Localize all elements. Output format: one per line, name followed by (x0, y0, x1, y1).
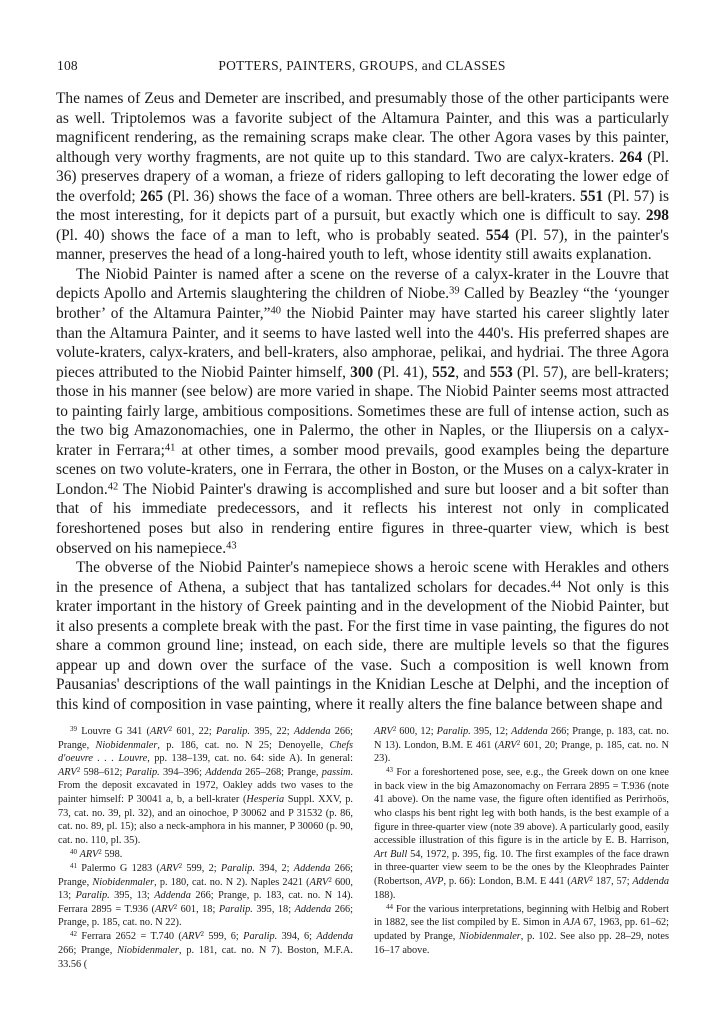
text-run: , p. 180, cat. no. N 2). Naples 2421 ( (154, 876, 310, 888)
abbr: Paralip. (125, 766, 160, 778)
footnotes-right-column (374, 725, 669, 972)
text-run: 601, 22; (172, 726, 216, 737)
abbr: ARV (58, 766, 77, 778)
catalog-number: 554 (485, 226, 509, 244)
text-run: at other times, a somber mood prevails, good examples being the departure scenes on two volute-kraters, one in Ferrara, the other in Boston, or the Muses on a calyx-krater in London. (56, 441, 669, 498)
footnote-40 (58, 848, 353, 862)
text-run: 601, 20; Prange, p. 185, cat. no. N 23). (374, 739, 669, 765)
text-run: . From the deposit excavated in 1972, Oakley adds two vases to the painter himself: P 30041 a, b, a bell-krater ( (58, 766, 353, 805)
abbr: AJA (563, 917, 581, 929)
abbr-sup: 2 (178, 862, 183, 870)
text-run: Suppl. XXV, p. 73, cat. no. 39, pl. 32), and an oinochoe, P 30062 and P 31532 (p. 86, cat. no. 89, pl. 15); also a neck-amphora in his manner, P 30060 (p. 90, cat. no. 110, pl. 35). (58, 793, 354, 846)
abbr: AVP (425, 876, 444, 888)
footnote-number: 42 (70, 930, 77, 939)
abbr-sup: 2 (392, 725, 397, 734)
text-run: 54, 1972, p. 395, fig. 10. The first examples of the face drawn in three-quarter view seem to be the ones by the Kleophrades Painter (Robertson, (374, 848, 669, 888)
abbr: ARV (181, 931, 201, 943)
text-run: 395, 13; (109, 890, 155, 902)
catalog-number: 298 (645, 207, 669, 225)
text-run: 67, 1963, pp. 61–62; updated by Prange, (374, 917, 669, 942)
text-run: , p. 186, cat. no. N 25; Denoyelle, (157, 739, 330, 751)
catalog-number: 553 (489, 363, 513, 381)
abbr-sup: 2 (516, 738, 521, 747)
text-run: 266; Prange, p. 185, cat. no. N 22). (58, 903, 353, 929)
text-run: (Pl. 57) is the most interesting, for it depicts part of a pursuit, but exactly which one is difficult to say. (56, 187, 669, 225)
abbr: ARV (149, 726, 169, 737)
running-title: POTTERS, PAINTERS, GROUPS, and CLASSES (218, 58, 506, 73)
abbr: Addenda (316, 931, 353, 943)
text-run: (Pl. 57), in the painter's manner, preserves the head of a long-haired youth to left, whose identity still awaits explanation. (56, 226, 669, 264)
footnote-ref-41[interactable]: 41 (164, 442, 176, 454)
catalog-number: 265 (140, 187, 164, 205)
paragraph-3 (56, 558, 669, 714)
catalog-number: 300 (350, 363, 374, 381)
text-run: 395, 18; (252, 903, 295, 915)
text-run: 266; Prange, p. 183, cat. no. N 14). Ferrara 2895 = T.936 ( (58, 890, 353, 915)
abbr: Paralip. (243, 931, 278, 943)
footnote-43 (374, 766, 669, 902)
text-run: 187, 57; (592, 876, 633, 888)
paragraph-1 (56, 89, 669, 265)
footnote-number: 43 (386, 766, 393, 775)
text-run: Louvre G 341 ( (81, 726, 150, 737)
text-run: 598–612; (80, 766, 126, 778)
footnote-number: 40 (70, 847, 77, 856)
abbr: Addenda (511, 726, 548, 737)
page-number: 108 (57, 58, 78, 73)
text-run: Palermo G 1283 ( (81, 862, 160, 874)
abbr: passim (321, 766, 351, 778)
footnote-number: 44 (386, 902, 393, 911)
abbr: ARV (570, 876, 590, 888)
text-run: (Pl. 36) shows the face of a woman. Three others are bell-kraters. (163, 187, 581, 205)
abbr: ARV (309, 876, 329, 888)
abbr: Addenda (294, 903, 332, 915)
footnote-ref-40[interactable]: 40 (270, 305, 281, 317)
text-run: , pp. 138–139, cat. no. 64: side A). In general: (147, 753, 353, 765)
body-text (56, 89, 669, 715)
page-header (57, 58, 667, 78)
footnote-42 (58, 930, 353, 971)
text-run: , and (455, 363, 490, 381)
text-run: The Niobid Painter is named after a scene on the reverse of a calyx-krater in the Louvre that depicts Apollo and Artemis slaughtering the children of Niobe. (56, 265, 669, 303)
footnote-ref-39[interactable]: 39 (449, 286, 460, 298)
text-run: 600, 13; (58, 876, 354, 902)
text-run: 266; Prange, (58, 945, 118, 956)
abbr: Niobidenmaler (459, 930, 521, 942)
text-run: , p. 181, cat. no. N 7). Boston, M.F.A. 33.56 ( (58, 945, 353, 970)
text-run: (Pl. 57), are bell-kraters; those in his manner (see below) are more varied in shape. The Niobid Painter seems most attracted to painting fairly large, ambitious compositions. Sometimes these are full of intense action, such as the two big Amazonomachies, one in Palermo, the other in Naples, or the Iliupersis on a calyx-krater in Ferrara; (56, 363, 670, 459)
text-run: 598. (101, 848, 123, 860)
abbr-sup: 2 (328, 875, 332, 884)
abbr: ARV (159, 862, 179, 874)
text-run: 266; Prange, p. 183, cat. no. N 13). London, B.M. E 461 ( (374, 726, 670, 751)
footnote-number: 39 (70, 725, 77, 734)
footnote-39 (58, 725, 353, 847)
footnotes (58, 725, 669, 972)
abbr: Niobidenmaler (117, 945, 179, 956)
abbr-sup: 2 (76, 765, 81, 774)
abbr: Paralip. (75, 890, 110, 902)
abbr-sup: 2 (98, 847, 102, 856)
abbr: Paralip. (436, 726, 471, 737)
abbr: Chefs d'oeuvre . . . Louvre (58, 739, 353, 765)
text-run: For a foreshortened pose, see, e.g., the Greek down on one knee in back view in the big Amazonomachy on Ferrara 2895 = T.936 (note 41 above). On the name vase, the figure often identified as Perітhoös, who clasps his bent right leg with both hands, is the best example of a figure in three-quarter view (note 39 above). A particularly good, easily accessible illustration of this figure is in the article by E. B. Harrison, (374, 767, 669, 847)
abbr-sup: 2 (173, 902, 178, 911)
text-run: 395, 12; (470, 726, 512, 737)
text-run: Ferrara 2652 = T.740 ( (81, 931, 182, 943)
text-run: , p. 66): London, B.M. E 441 ( (443, 876, 571, 888)
abbr: ARV (374, 726, 393, 737)
catalog-number: 264 (619, 148, 643, 166)
text-run: (Pl. 41), (373, 363, 433, 381)
text-run: 601, 18; (177, 903, 219, 915)
footnotes-left-column (58, 725, 353, 972)
text-run: For the various interpretations, beginning with Helbig and Robert in 1882, see the list compiled by E. Simon in (374, 903, 669, 929)
abbr: Addenda (154, 890, 191, 902)
text-run: 394–396; (159, 766, 206, 778)
text-run: 600, 12; (396, 726, 437, 737)
abbr: ARV (498, 739, 517, 751)
abbr-sup: 2 (589, 875, 593, 884)
text-run: 265–268; Prange, (241, 766, 322, 778)
text-run: 394, 6; (277, 931, 317, 943)
text-run: 266; Prange, (58, 862, 353, 888)
text-run: the Niobid Painter may have started his career slightly later than the Altamura Painter, and it seems to have lasted well into the 440's. His preferred shapes are volute-kraters, calyx-kraters, and bell-kraters, also amphorae, pelikai, and hydriai. The three Agora pieces attributed to the Niobid Painter himself, (56, 305, 669, 381)
abbr: ARV (154, 903, 174, 915)
text-run: (Pl. 36) preserves drapery of a woman, a frieze of riders galloping to left decorating the lower edge of the overfold; (56, 148, 670, 205)
abbr: ARV (79, 848, 99, 860)
text-run: 394, 2; (254, 862, 294, 874)
text-run: 266; Prange, (58, 726, 353, 751)
text-run: Not only is this krater important in the history of Greek painting and in the development of the Niobid Painter, but it also presents a complete break with the past. For the first time in vase painting, the figures do not share a common ground line; instead, on each side, there are multiple levels so that the figures appear up and down over the surface of the vase. Such a composition is well known from Pausanias' descriptions of the wall paintings in the Knidian Lesche at Delphi, and the inception of this kind of composition in vase painting, where it really alters the fine balance between shape and (56, 578, 669, 713)
catalog-number: 551 (580, 187, 604, 205)
abbr: Addenda (293, 726, 331, 737)
text-run: Called by Beazley “the ‘younger brother’ of the Altamura Painter,” (56, 285, 670, 323)
abbr-sup: 2 (200, 930, 204, 939)
footnote-41 (58, 862, 353, 930)
abbr: Paralip. (215, 726, 251, 737)
abbr-sup: 2 (168, 725, 173, 734)
abbr: Hesperia (246, 793, 285, 805)
text-run: 599, 6; (204, 931, 244, 943)
abbr: Niobidenmaler (95, 739, 158, 751)
abbr: Addenda (205, 766, 242, 778)
abbr: Paralip. (220, 862, 255, 874)
text-run: , p. 102. See also pp. 28–29, notes 16–17 above. (374, 930, 669, 956)
text-run: 599, 2; (182, 862, 221, 874)
text-run: 395, 22; (250, 726, 294, 737)
abbr: Niobidenmaler (92, 876, 155, 888)
footnote-ref-42[interactable]: 42 (107, 481, 119, 493)
text-run: (Pl. 40) shows the face of a man to left, who is probably seated. (56, 226, 486, 244)
text-run: The names of Zeus and Demeter are inscribed, and presumably those of the other participants were as well. Triptolemos was a favorite subject of the Altamura Painter, and this was a particularly magnificent rendering, as the remaining scraps make clear. The other Agora vases by this painter, although very worthy fragments, are not quite up to this standard. Two are calyx-kraters. (56, 90, 669, 166)
text-run: The obverse of the Niobid Painter's namepiece shows a heroic scene with Herakles and others in the presence of Athena, a subject that has tantalized scholars for decades. (56, 559, 669, 596)
text-run: 188). (374, 889, 396, 901)
footnote-number: 41 (70, 862, 77, 870)
abbr: Paralip. (218, 903, 253, 915)
footnote-44 (374, 903, 669, 957)
abbr: Art Bull (374, 848, 408, 860)
paragraph-2 (56, 265, 669, 558)
text-run: The Niobid Painter's drawing is accomplished and sure but looser and a bit softer than that of his immediate predecessors, and it reflects his interest not only in complicated foreshortened poses but also in rendering entire figures in three-quarter view, which is best observed on his namepiece. (56, 480, 669, 557)
footnote-42-continued (374, 725, 669, 766)
abbr: Addenda (293, 862, 331, 874)
footnote-ref-44[interactable]: 44 (550, 579, 562, 591)
catalog-number: 552 (432, 363, 456, 381)
abbr: Addenda (632, 876, 669, 888)
footnote-ref-43[interactable]: 43 (226, 540, 237, 552)
